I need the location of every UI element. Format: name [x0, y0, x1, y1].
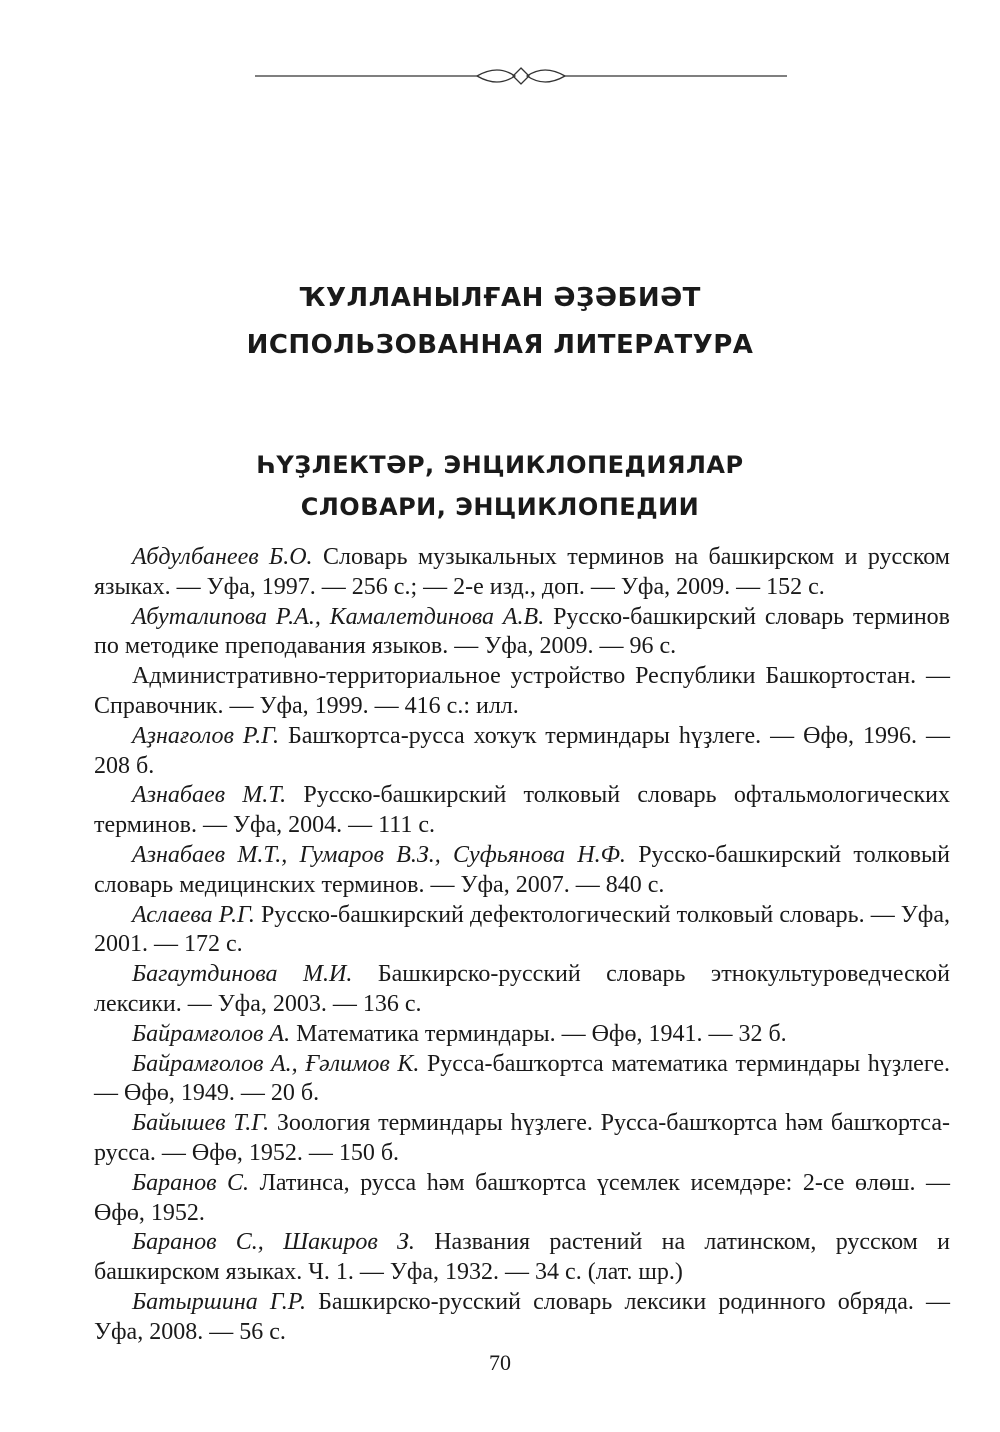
reference-text: Башҡортса-русса хоҡуҡ терминдары һүҙлеге. — Өфө, 1996. — 208 б. [94, 722, 951, 779]
reference-text: Русса-башҡортса математика терминдары һүҙлеге. — Өфө, 1949. — 20 б. [94, 1050, 950, 1107]
reference-author: Аслаева Р.Г. [132, 901, 255, 928]
reference-author: Абуталипова Р.А., Камалетдинова А.В. [132, 603, 545, 630]
reference-author: Батыршина Г.Р. [132, 1288, 307, 1315]
reference-entry [94, 722, 950, 782]
russian-title: ИСПОЛЬЗОВАННАЯ ЛИТЕРАТУРА [246, 330, 754, 360]
reference-text: Башкирско-русский словарь лексики родинного обряда. — Уфа, 2008. — 56 с. [94, 1288, 951, 1345]
russian-section-heading: СЛОВАРИ, ЭНЦИКЛОПЕДИИ [300, 493, 700, 521]
reference-entry [94, 901, 950, 961]
ornament-divider [255, 64, 787, 88]
reference-entry [94, 781, 950, 841]
bashkir-title: ҠУЛЛАНЫЛҒАН ӘҘӘБИӘТ [299, 283, 701, 313]
reference-author: Абдулбанеев Б.О. [132, 544, 313, 570]
page-number: 70 [489, 1350, 511, 1375]
reference-text: Русско-башкирский толковый словарь медицинских терминов. — Уфа, 2007. — 840 с. [94, 841, 951, 898]
reference-text: Математика терминдары. — Өфө, 1941. — 32 б. [290, 1020, 787, 1047]
reference-entry [94, 603, 950, 663]
reference-author: Багаутдинова М.И. [132, 961, 353, 988]
reference-author: Байрамғолов А., Ғәлимов К. [132, 1050, 420, 1077]
reference-text: Русско-башкирский словарь терминов по методике преподавания языков. — Уфа, 2009. — 96 с. [94, 603, 950, 660]
reference-entry [94, 543, 950, 603]
bashkir-section-heading: ҺҮҘЛЕКТӘР, ЭНЦИКЛОПЕДИЯЛАР [256, 451, 744, 479]
reference-author: Азнабаев М.Т. [132, 782, 287, 809]
reference-text: Административно-территориальное устройство Республики Башкортостан. — Справочник. — Уфа, 1999. — 416 с.: илл. [94, 663, 950, 719]
reference-text: Зоология терминдары һүҙлеге. Русса-башҡортса һәм башҡортса-русса. — Өфө, 1952. — 150 б. [94, 1110, 951, 1166]
reference-author: Азнабаев М.Т., Гумаров В.З., Суфьянова Н.Ф. [132, 841, 626, 868]
reference-entry [94, 1020, 950, 1050]
reference-author: Байышев Т.Г. [132, 1110, 270, 1137]
reference-author: Баранов С., Шакиров З. [132, 1229, 415, 1256]
reference-author: Баранов С. [132, 1169, 250, 1196]
reference-text: Латинса, русса һәм башҡортса үсемлек исемдәре: 2-се өлөш. — Өфө, 1952. [94, 1169, 950, 1226]
reference-text: Русско-башкирский дефектологический толковый словарь. — Уфа, 2001. — 172 с. [94, 901, 951, 958]
reference-entry [94, 1050, 950, 1110]
reference-text: Словарь музыкальных терминов на башкирском и русском языках. — Уфа, 1997. — 256 с.; — 2-е изд., доп. — Уфа, 2009. — 152 с. [94, 544, 950, 600]
reference-entry [94, 1109, 950, 1169]
reference-entry [94, 662, 950, 722]
reference-text: Башкирско-русский словарь этнокультуроведческой лексики. — Уфа, 2003. — 136 с. [94, 961, 951, 1017]
reference-entry [94, 1228, 950, 1288]
reference-list [94, 543, 950, 1348]
reference-entry [94, 960, 950, 1020]
reference-entry [94, 1169, 950, 1229]
reference-text: Русско-башкирский толковый словарь офтальмологических терминов. — Уфа, 2004. — 111 с. [94, 782, 950, 839]
reference-author: Байрамғолов А. [132, 1020, 291, 1047]
reference-entry [94, 841, 950, 901]
reference-entry [94, 1288, 950, 1348]
reference-text: Названия растений на латинском, русском и башкирском языках. Ч. 1. — Уфа, 1932. — 34 с. (лат. шр.) [94, 1229, 951, 1286]
reference-author: Аҙнағолов Р.Г. [132, 722, 279, 749]
